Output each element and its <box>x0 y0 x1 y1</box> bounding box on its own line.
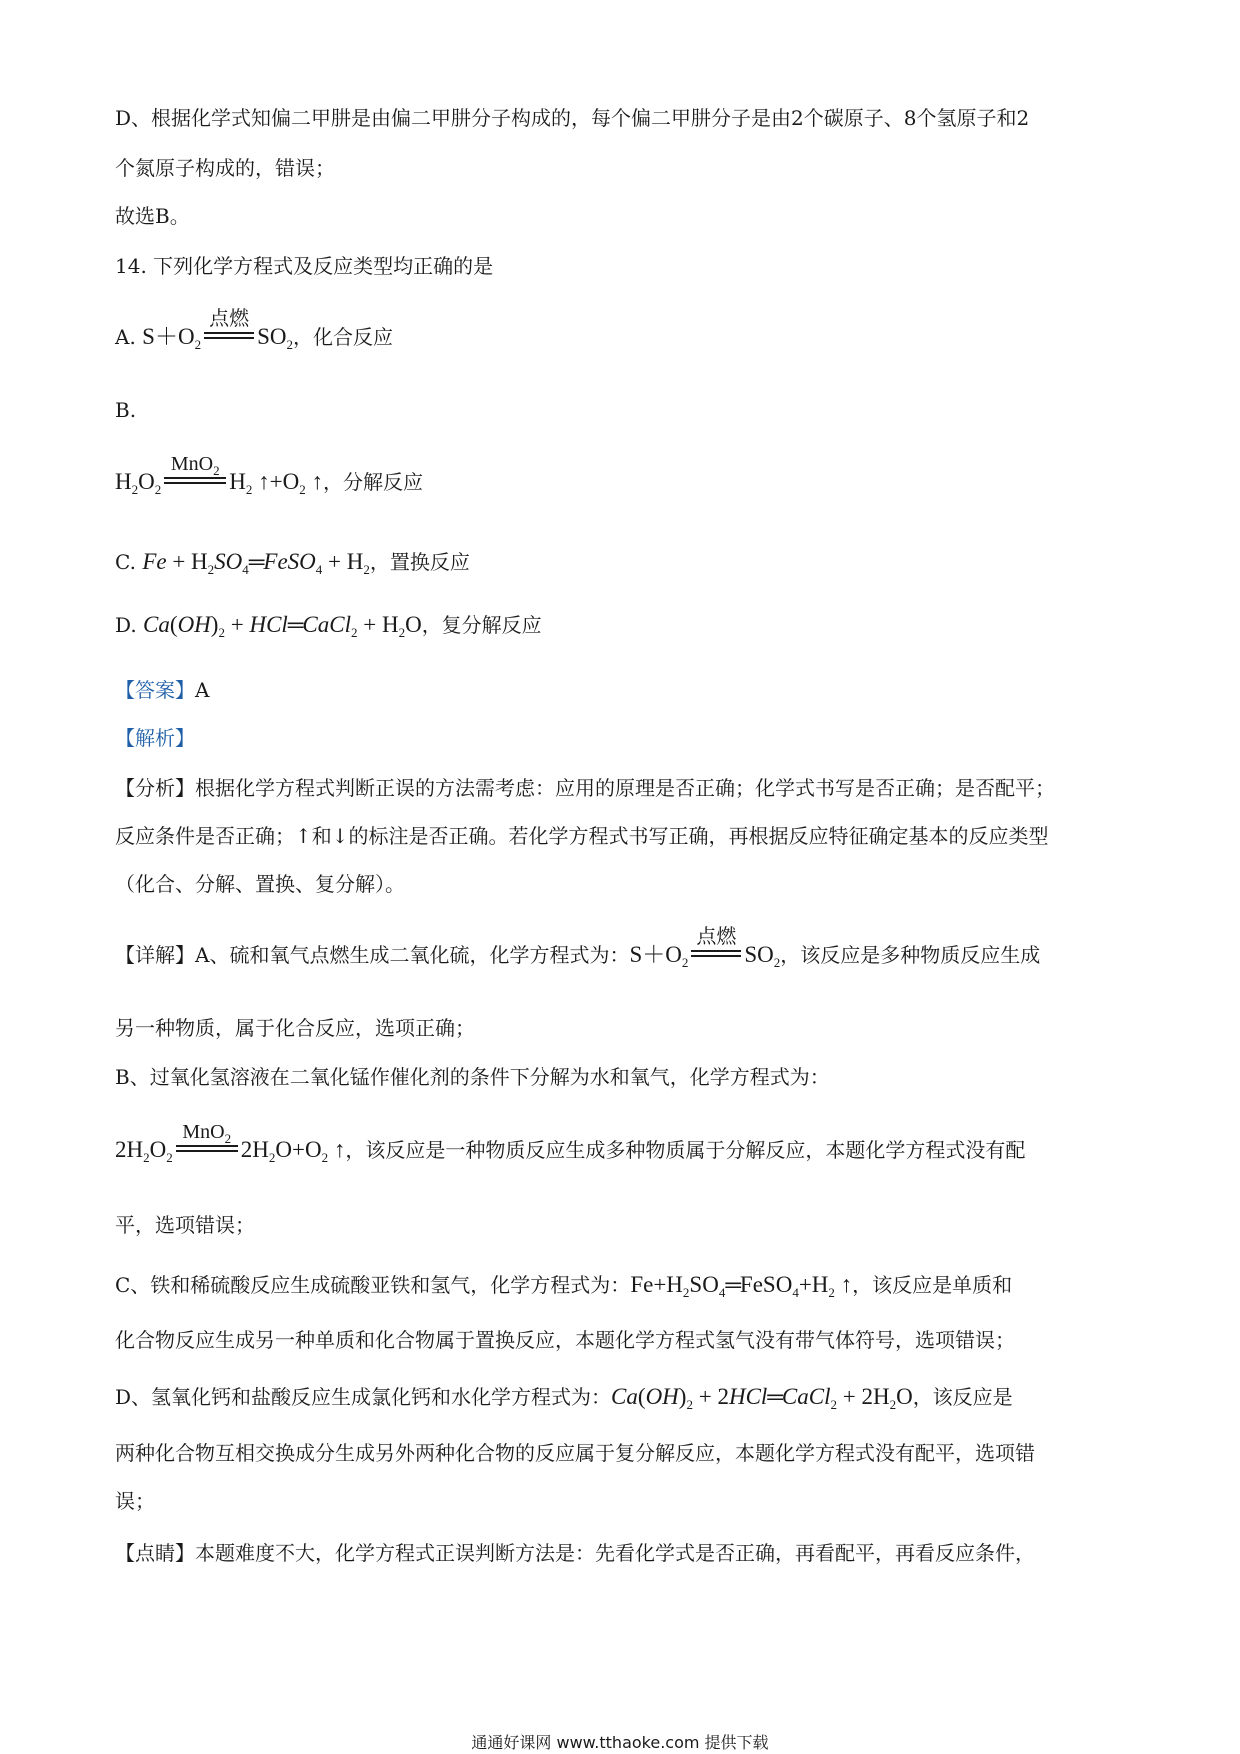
option-label: D. <box>115 613 137 637</box>
option-c <box>115 549 470 577</box>
detail-text: 【详解】A、硫和氧气点燃生成二氧化硫，化学方程式为： <box>115 943 630 967</box>
equation-detail-a: $S+O_2$ 点燃 $SO_2$ <box>629 926 781 970</box>
answer-line <box>115 680 209 700</box>
reaction-type: ，化合反应 <box>292 325 393 349</box>
reaction-condition-arrow: MnO$_2$ <box>164 472 226 486</box>
option-label: A. <box>115 325 136 349</box>
detail-text: 误； <box>115 1489 155 1513</box>
detail-text: 化合物反应生成另一种单质和化合物属于置换反应，本题化学方程式氢气没有带气体符号，选项错误； <box>115 1328 1015 1352</box>
answer-tag: 【答案】 <box>115 678 195 702</box>
equation-detail-d: $Ca(OH)_2$ + 2HCl═CaCl$_2$ + $2H_2O$ <box>611 1384 913 1412</box>
text-line: 故选B。 <box>115 204 190 228</box>
equation-c: $Fe + H_2SO_4═FeSO_4 + H_2$ <box>142 549 370 577</box>
option-b-label: B. <box>115 398 137 422</box>
reaction-condition-arrow: 点燃 <box>691 945 741 959</box>
text-line: 个氮原子构成的，错误； <box>115 156 335 180</box>
detail-b-intro: B、过氧化氢溶液在二氧化锰作催化剂的条件下分解为水和氧气，化学方程式为： <box>115 1065 830 1089</box>
option-a <box>115 308 393 352</box>
tip-text: 【点睛】本题难度不大，化学方程式正误判断方法是：先看化学式是否正确，再看配平，再看反应条件， <box>115 1541 1035 1565</box>
detail-text: D、氢氧化钙和盐酸反应生成氯化钙和水化学方程式为： <box>115 1385 612 1409</box>
option-d <box>115 612 542 640</box>
equation-detail-c: $Fe+H_2SO_4═FeSO_4+H_2$ ↑ <box>630 1272 853 1300</box>
detail-text: 另一种物质，属于化合反应，选项正确； <box>115 1016 475 1040</box>
equation-a: $S+O_2$ 点燃 $SO_2$ <box>142 308 293 352</box>
answer-value: A <box>195 678 210 702</box>
option-label: C. <box>115 550 136 574</box>
reaction-type: ，分解反应 <box>322 470 423 494</box>
equation-d: $Ca(OH)_2$ + HCl═CaCl$_2$ + $H_2O$ <box>143 612 422 640</box>
detail-c <box>115 1272 1013 1300</box>
text-line: D、根据化学式知偏二甲肼是由偏二甲肼分子构成的，每个偏二甲肼分子是由2个碳原子、8个氢原子和2 <box>115 106 1030 130</box>
question-14: 14. 下列化学方程式及反应类型均正确的是 <box>115 254 494 278</box>
page-footer: 通通好课网 www.tthaoke.com 提供下载 <box>471 1733 769 1752</box>
reaction-condition-arrow: MnO$_2$ <box>176 1140 238 1154</box>
detail-text: ，该反应是 <box>912 1385 1013 1409</box>
analysis-tag: 【解析】 <box>115 726 195 750</box>
analysis-text: （化合、分解、置换、复分解）。 <box>115 872 405 896</box>
reaction-condition-arrow: 点燃 <box>204 327 254 341</box>
option-b <box>115 453 423 497</box>
analysis-text: 反应条件是否正确；↑和↓的标注是否正确。若化学方程式书写正确，再根据反应特征确定基本的反应类型 <box>115 824 1049 848</box>
detail-text: 平，选项错误； <box>115 1213 255 1237</box>
detail-text: ，该反应是一种物质反应生成多种物质属于分解反应，本题化学方程式没有配 <box>345 1138 1026 1162</box>
equation-detail-b: $2H_2O_2$ MnO$_2$ $2H_2O+O_2$ ↑ <box>115 1121 346 1165</box>
detail-b <box>115 1121 1026 1165</box>
detail-text: ，该反应是多种物质反应生成 <box>780 943 1041 967</box>
detail-text: C、铁和稀硫酸反应生成硫酸亚铁和氢气，化学方程式为： <box>115 1273 631 1297</box>
equation-b: $H_2O_2$ MnO$_2$ $H_2$ $↑+O_2$ ↑ <box>115 453 323 497</box>
detail-text: 两种化合物互相交换成分生成另外两种化合物的反应属于复分解反应，本题化学方程式没有配平，选项错 <box>115 1441 1035 1465</box>
detail-a <box>115 926 1041 970</box>
analysis-text: 【分析】根据化学方程式判断正误的方法需考虑：应用的原理是否正确；化学式书写是否正确；是否配平； <box>115 776 1055 800</box>
reaction-type: ，置换反应 <box>369 550 470 574</box>
reaction-type: ，复分解反应 <box>421 613 542 637</box>
detail-text: ，该反应是单质和 <box>852 1273 1013 1297</box>
detail-d <box>115 1384 1013 1412</box>
